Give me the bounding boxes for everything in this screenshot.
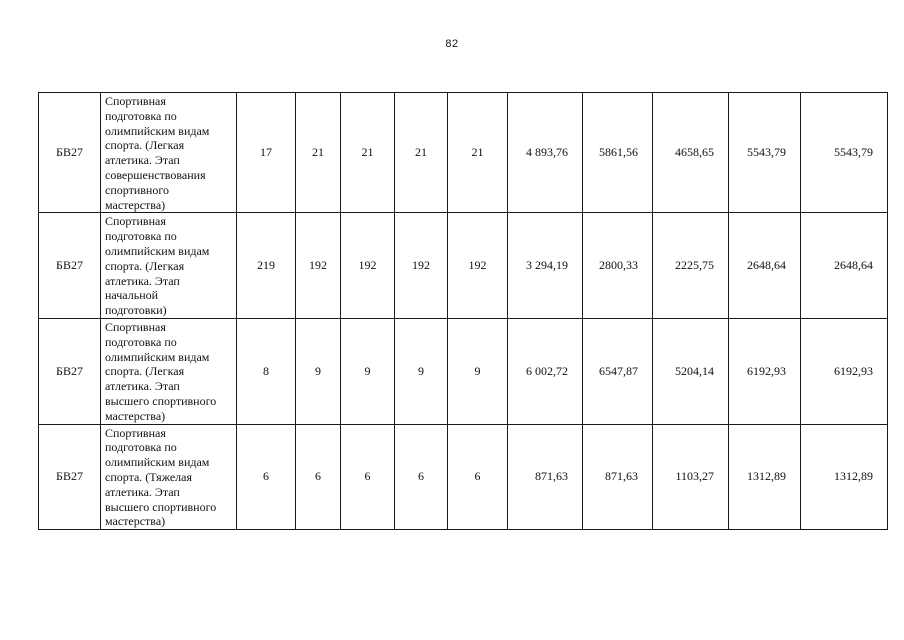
count-cell: 6	[237, 424, 296, 530]
amount-cell: 5543,79	[729, 93, 801, 213]
service-description-cell: Спортивная подготовка по олимпийским видам спорта. (Легкая атлетика. Этап совершенствования спортивного мастерства)	[101, 93, 237, 213]
count-cell: 9	[395, 318, 448, 424]
count-cell: 6	[341, 424, 395, 530]
count-cell: 6	[296, 424, 341, 530]
count-cell: 21	[341, 93, 395, 213]
count-cell: 17	[237, 93, 296, 213]
service-description-cell: Спортивная подготовка по олимпийским видам спорта. (Легкая атлетика. Этап высшего спортивного мастерства)	[101, 318, 237, 424]
count-cell: 21	[448, 93, 508, 213]
count-cell: 6	[395, 424, 448, 530]
amount-cell: 871,63	[583, 424, 653, 530]
count-cell: 21	[395, 93, 448, 213]
amount-cell: 4658,65	[653, 93, 729, 213]
amount-cell: 2648,64	[801, 213, 888, 319]
count-cell: 9	[448, 318, 508, 424]
count-cell: 192	[296, 213, 341, 319]
service-code-cell: БВ27	[39, 318, 101, 424]
amount-cell: 3 294,19	[508, 213, 583, 319]
page-number: 82	[445, 38, 459, 50]
table-row	[39, 424, 888, 530]
table-row	[39, 213, 888, 319]
amount-cell: 6547,87	[583, 318, 653, 424]
count-cell: 21	[296, 93, 341, 213]
amount-cell: 1312,89	[729, 424, 801, 530]
amount-cell: 6 002,72	[508, 318, 583, 424]
count-cell: 8	[237, 318, 296, 424]
count-cell: 192	[341, 213, 395, 319]
table-row	[39, 93, 888, 213]
count-cell: 9	[296, 318, 341, 424]
count-cell: 192	[395, 213, 448, 319]
count-cell: 192	[448, 213, 508, 319]
count-cell: 6	[448, 424, 508, 530]
count-cell: 219	[237, 213, 296, 319]
service-code-cell: БВ27	[39, 93, 101, 213]
amount-cell: 4 893,76	[508, 93, 583, 213]
amount-cell: 1312,89	[801, 424, 888, 530]
amount-cell: 5861,56	[583, 93, 653, 213]
amount-cell: 6192,93	[801, 318, 888, 424]
amount-cell: 5543,79	[801, 93, 888, 213]
service-description-cell: Спортивная подготовка по олимпийским видам спорта. (Легкая атлетика. Этап начальной подготовки)	[101, 213, 237, 319]
amount-cell: 1103,27	[653, 424, 729, 530]
table-row	[39, 318, 888, 424]
service-code-cell: БВ27	[39, 213, 101, 319]
amount-cell: 6192,93	[729, 318, 801, 424]
amount-cell: 2648,64	[729, 213, 801, 319]
amount-cell: 5204,14	[653, 318, 729, 424]
service-description-cell: Спортивная подготовка по олимпийским видам спорта. (Тяжелая атлетика. Этап высшего спортивного мастерства)	[101, 424, 237, 530]
amount-cell: 871,63	[508, 424, 583, 530]
amount-cell: 2225,75	[653, 213, 729, 319]
services-table	[38, 92, 888, 530]
service-code-cell: БВ27	[39, 424, 101, 530]
count-cell: 9	[341, 318, 395, 424]
amount-cell: 2800,33	[583, 213, 653, 319]
